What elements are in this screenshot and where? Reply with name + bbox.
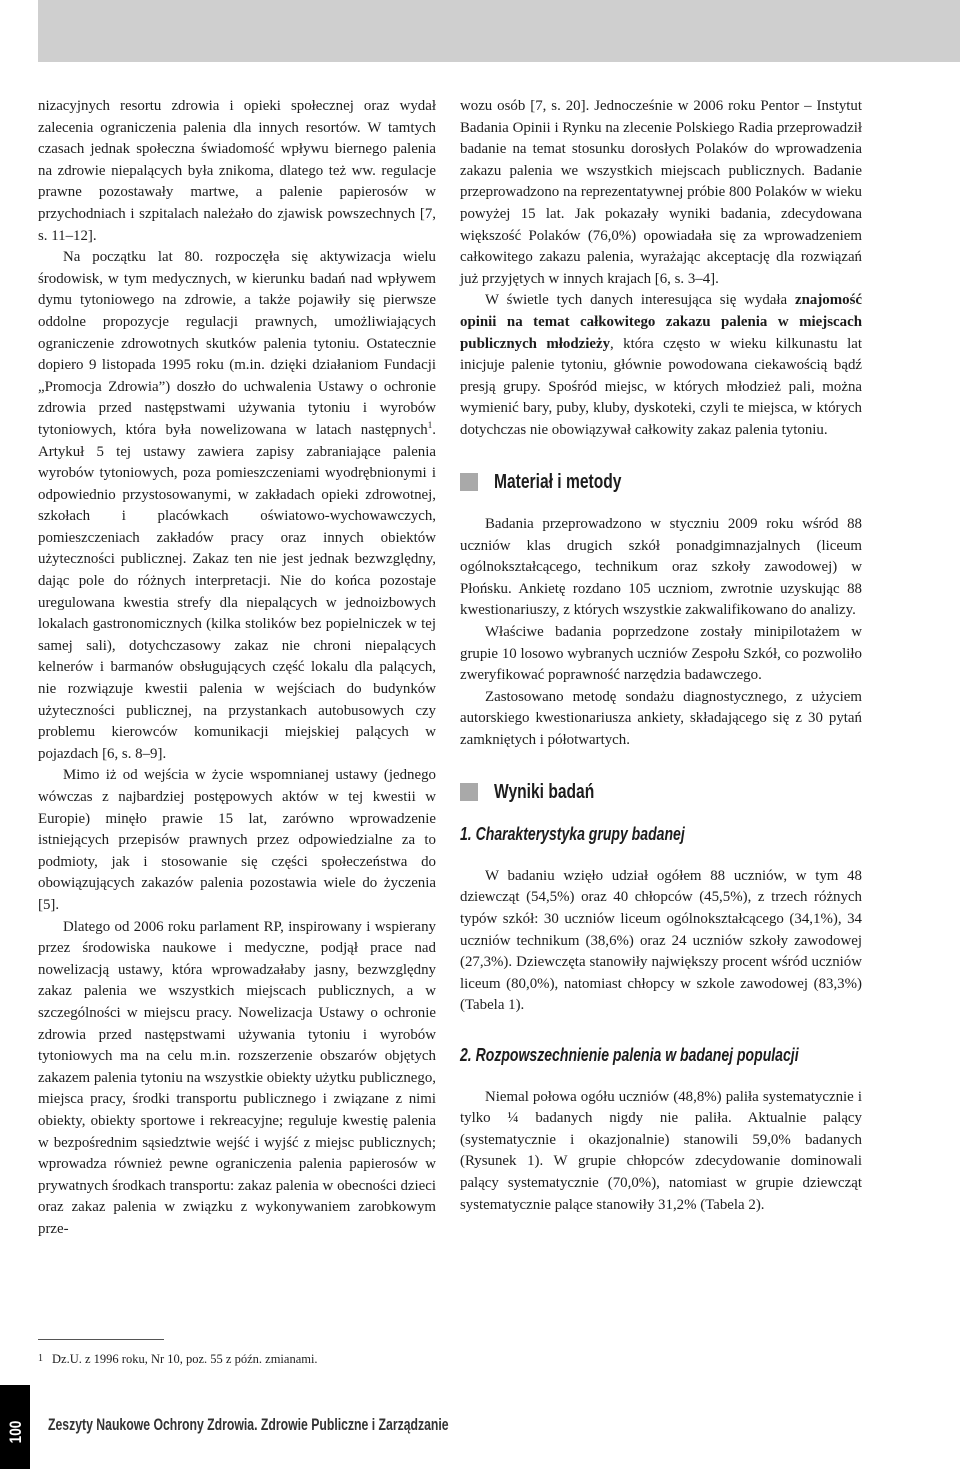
section-marker-icon [460, 473, 478, 491]
paragraph: Dlatego od 2006 roku parlament RP, inspirowany i wspierany przez środowiska naukowe i medyczne, podjął prace nad nowelizacją ustawy, która wprowadzałaby jasny, bezwzględny zakaz palenia we wszystkich miejscach publicznych, a w szczególności w miejscu pracy. Nowelizacja Ustawy o ochronie zdrowia przed następstwami używania tytoniu i wyrobów tytoniowych ma na celu m.in. rozszerzenie obszarów objętych zakazem palenia tytoniu na wszystkie obiekty użytku publicznego, miejsca pracy, środki transportu publicznego i związane z nimi obiekty, obiekty sportowe i rekreacyjne; reguluje kwestię palenia w bezpośrednim sąsiedztwie wejść i wyjść z miejsc publicznych; wprowadza również pewne ograniczenia palenia papierosów w prywatnych środkach transportu: zakaz palenia w obecności dzieci oraz zakaz palenia w związku z wykonywaniem zarobkowym prze- [38, 918, 436, 1237]
subsection-title: 2. Rozpowszechnienie palenia w badanej populacji [460, 1044, 799, 1065]
footnote-rule [38, 1339, 164, 1340]
paragraph: wozu osób [7, s. 20]. Jednocześnie w 2006 roku Pentor – Instytut Badania Opinii i Rynku na zlecenie Polskiego Radia przeprowadził badanie na temat stosunku dorosłych Polaków do wprowadzenia zakazu palenia we wszystkich miejscach publicznych. Badanie przeprowadzono na reprezentatywnej próbie 800 Polaków w wieku powyżej 15 lat. Jak pokazały wyniki badania, zdecydowana większość Polaków (76,0%) opowiadała się za wprowadzeniem całkowitego zakazu palenia, wyrażając akceptację dla rozwiązań już przyjętych w innych krajach [6, s. 3–4]. [460, 98, 862, 287]
section-heading-results [460, 782, 862, 804]
footnote-ref[interactable]: 1 [427, 419, 433, 430]
footnote-number: 1 [38, 1353, 43, 1364]
paragraph: Mimo iż od wejścia w życie wspomnianej ustawy (jednego wówczas z najbardziej postępowych aktów w tej kwestii w Europie) minęło prawie 15 lat, zarówno wprowadzenie istniejących przepisów prawnych przez odpowiedzialne za to podmioty, jak i stosowanie się części społeczeństwa do obowiązujących zakazów palenia pozostawia wiele do życzenia [5]. [38, 767, 436, 913]
journal-title: Zeszyty Naukowe Ochrony Zdrowia. Zdrowie Publiczne i Zarządzanie [48, 1415, 449, 1434]
paragraph: Badania przeprowadzono w styczniu 2009 roku wśród 88 uczniów klas drugich szkół ponadgimnazjalnych (liceum ogólnokształcącego, technikum oraz szkoły zawodowej) w Płońsku. Ankietę rozdano 105 uczniom, zwrotnie uzyskując 88 kwestionariuszy, z których wszystkie zakwalifikowano do analizy. [460, 516, 862, 619]
paragraph: Właściwe badania poprzedzone zostały minipilotażem w grupie 10 losowo wybranych uczniów Zespołu Szkół, co pozwoliło zweryfikować poprawność narzędzia badawczego. [460, 624, 862, 684]
paragraph: Zastosowano metodę sondażu diagnostycznego, z użyciem autorskiego kwestionariusza ankiety, składającego się z 30 pytań zamkniętych i półotwartych. [460, 688, 862, 749]
subsection-title: 1. Charakterystyka grupy badanej [460, 824, 685, 845]
paragraph: W badaniu wzięło udział ogółem 88 uczniów, w tym 48 dziewcząt (54,5%) oraz 40 chłopców (45,5%), z trzech różnych typów szkół: 30 uczniów liceum ogólnokształcącego (34,1%), 34 uczniów technikum (38,6%) oraz 24 uczniów szkoły zawodowej (27,3%). Dziewczęta stanowiły największy procent wśród uczniów liceum (80,0%), natomiast chłopcy w szkole zawodowej (83,3%) (Tabela 1). [460, 867, 862, 1014]
section-marker-icon [460, 783, 478, 801]
paragraph: nizacyjnych resortu zdrowia i opieki społecznej oraz wydał zalecenia ograniczenia palenia dla innych resortów. W tamtych czasach jednak społeczna świadomość wpływu biernego palenia na zdrowie niepalących była znikoma, dlatego też ww. regulacje prawne pozostawały martwe, a palenie papierosów w przychodniach i szpitalach należało do zjawisk powszechnych [7, s. 11–12]. [38, 98, 436, 244]
header-notch [0, 0, 38, 62]
emphasis: znajomość opinii na temat całkowitego zakazu palenia w miejscach publicznych młodzieży [460, 292, 862, 352]
paragraph: Niemal połowa ogółu uczniów (48,8%) paliła systematycznie i tylko ¼ badanych nigdy nie paliła. Aktualnie palący (systematycznie i okazjonalnie) stanowili 59,0% badanych (Rysunek 1). W grupie chłopców zdecydowanie dominowali palący systematycznie (70,0%), natomiast w grupie dziewcząt systematycznie palące stanowiły 31,2% (Tabela 2). [460, 1088, 862, 1213]
page-number-wrap [0, 1406, 44, 1444]
section-title: Materiał i metody [494, 470, 622, 493]
header-band [0, 0, 960, 62]
section-heading-methods [460, 472, 862, 494]
section-title: Wyniki badań [494, 780, 595, 803]
right-column [460, 96, 862, 1216]
paragraph: W świetle tych danych interesująca się wydała znajomość opinii na temat całkowitego zakazu palenia w miejscach publicznych młodzieży, która często w wieku kilkunastu lat inicjuje palenie tytoniu, głównie powodowana ciekawością bądź presją grupy. Spośród miejsc, w których młodzież pali, można wymienić bary, puby, kluby, dyskoteki, czyli te miejsca, w których dotychczas nie obowiązywał całkowity zakaz palenia tytoniu. [460, 292, 862, 438]
paragraph: Na początku lat 80. rozpoczęła się aktywizacja wielu środowisk, w tym medycznych, w kierunku badań nad wpływem dymu tytoniowego na zdrowie, a także pojawiły się pierwsze oddolne propozycje regulacji prawnych, umożliwiających ograniczenie zdrowotnych skutków palenia tytoniu. Ostatecznie dopiero 9 listopada 1995 roku (m.in. dzięki działaniom Fundacji „Promocja Zdrowia”) doszło do uchwalenia Ustawy o ochronie zdrowia przed następstwami używania tytoniu i wyrobów tytoniowych, która była nowelizowana w latach następnych$^1$. Artykuł 5 tej ustawy zawiera zapisy zabraniające palenia wyrobów tytoniowych, poza pomieszczeniami wyodrębnionymi i odpowiednio przystosowanymi, w zakładach opieki zdrowotnej, szkołach i placówkach oświatowo-wychowawczych, pomieszczeniach zakładów pracy oraz innych obiektów użyteczności publicznej. Zakaz ten nie jest jednak bezwzględny, dając pole do różnych interpretacji. Nie do końca pozostaje uregulowana kwestia strefy dla niepalących w jednoizbowych lokalach gastronomicznych (kilka stolików bez popielniczek w tej samej sali), dotychczasowy zakaz nie chroni niepalących kelnerów i barmanów obsługujących część lokalu dla palących, nie rozwiązuje kwestii palenia w wejściach do budynków użyteczności publicznej, na przystankach autobusowych czy problemu kierowców komunikacji miejskiej palących w pojazdach [6, s. 8–9]. [38, 249, 436, 762]
left-column [38, 96, 436, 1240]
page-number: 100 [6, 1420, 25, 1444]
footnote-text: Dz.U. z 1996 roku, Nr 10, poz. 55 z późn. zmianami. [52, 1352, 318, 1366]
footnote [38, 1351, 318, 1367]
